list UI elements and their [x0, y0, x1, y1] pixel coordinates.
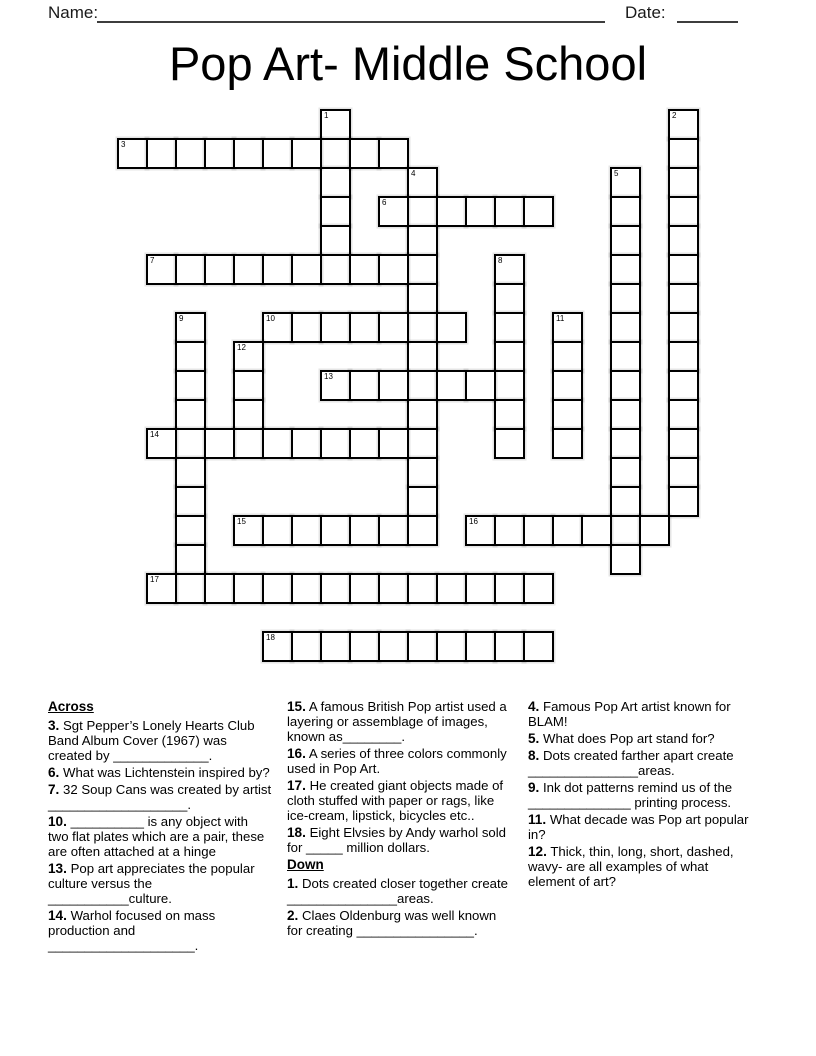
clue-number: 14.: [48, 908, 67, 923]
crossword-cell[interactable]: [407, 515, 438, 546]
name-input-line[interactable]: [97, 21, 605, 23]
clue-down-12: [528, 844, 758, 889]
crossword-cell[interactable]: [552, 370, 583, 401]
crossword-cell[interactable]: [320, 138, 351, 169]
cell-number: 9: [179, 314, 184, 323]
crossword-cell[interactable]: [668, 196, 699, 227]
crossword-cell[interactable]: [175, 138, 206, 169]
crossword-cell[interactable]: [204, 138, 235, 169]
clue-text: Dots created closer together create _______________areas.: [287, 876, 508, 906]
crossword-cell[interactable]: [291, 515, 322, 546]
crossword-cell[interactable]: [494, 631, 525, 662]
crossword-cell[interactable]: [494, 370, 525, 401]
clue-number: 7.: [48, 782, 60, 797]
crossword-cell[interactable]: [349, 428, 380, 459]
crossword-cell[interactable]: [378, 428, 409, 459]
date-input-line[interactable]: [677, 21, 738, 23]
cell-number: 5: [614, 169, 619, 178]
crossword-cell[interactable]: [494, 283, 525, 314]
clue-text: Ink dot patterns remind us of the ______________ printing process.: [528, 780, 733, 810]
cell-number: 8: [498, 256, 503, 265]
crossword-cell[interactable]: [146, 138, 177, 169]
cell-number: 4: [411, 169, 416, 178]
crossword-cell[interactable]: [436, 312, 467, 343]
crossword-cell[interactable]: [233, 573, 264, 604]
crossword-cell[interactable]: [407, 167, 438, 198]
clue-text: What was Lichtenstein inspired by?: [59, 765, 270, 780]
crossword-cell[interactable]: [262, 312, 293, 343]
clue-down-1: [287, 876, 511, 906]
cell-number: 7: [150, 256, 155, 265]
crossword-cell[interactable]: [204, 573, 235, 604]
clue-number: 9.: [528, 780, 540, 795]
clue-down-11: [528, 812, 758, 842]
crossword-cell[interactable]: [610, 457, 641, 488]
crossword-cell[interactable]: [320, 109, 351, 140]
crossword-cell[interactable]: [610, 341, 641, 372]
crossword-cell[interactable]: [523, 573, 554, 604]
crossword-cell[interactable]: [407, 631, 438, 662]
crossword-cell[interactable]: [668, 428, 699, 459]
clue-across-16: [287, 746, 511, 776]
clue-across-6: [48, 765, 272, 780]
crossword-cell[interactable]: [146, 254, 177, 285]
crossword-cell[interactable]: [610, 399, 641, 430]
crossword-cell[interactable]: [146, 573, 177, 604]
clue-down-9: [528, 780, 758, 810]
crossword-cell[interactable]: [349, 515, 380, 546]
date-label: Date:: [625, 3, 666, 22]
crossword-cell[interactable]: [146, 428, 177, 459]
crossword-cell[interactable]: [320, 225, 351, 256]
clue-across-14: [48, 908, 272, 953]
clue-across-18: [287, 825, 511, 855]
clue-across-10: [48, 814, 272, 859]
crossword-cell[interactable]: [233, 138, 264, 169]
crossword-cell[interactable]: [320, 428, 351, 459]
clue-text: 32 Soup Cans was created by artist ___________________.: [48, 782, 272, 812]
crossword-cell[interactable]: [610, 167, 641, 198]
crossword-cell[interactable]: [378, 138, 409, 169]
clue-number: 17.: [287, 778, 306, 793]
crossword-cell[interactable]: [175, 457, 206, 488]
crossword-cell[interactable]: [378, 254, 409, 285]
crossword-cell[interactable]: [262, 428, 293, 459]
crossword-cell[interactable]: [291, 573, 322, 604]
crossword-cell[interactable]: [407, 225, 438, 256]
cell-number: 16: [469, 517, 478, 526]
cell-number: 3: [121, 140, 126, 149]
crossword-cell[interactable]: [523, 515, 554, 546]
clue-text: Claes Oldenburg was well known for creating ________________.: [287, 908, 497, 938]
cell-number: 13: [324, 372, 333, 381]
cell-number: 1: [324, 111, 329, 120]
crossword-cell[interactable]: [494, 196, 525, 227]
clue-down-2: [287, 908, 511, 938]
crossword-cell[interactable]: [610, 370, 641, 401]
crossword-cell[interactable]: [465, 196, 496, 227]
crossword-cell[interactable]: [262, 573, 293, 604]
crossword-cell[interactable]: [465, 573, 496, 604]
clue-across-13: [48, 861, 272, 906]
clue-number: 8.: [528, 748, 540, 763]
clues-column-3: [528, 699, 758, 891]
crossword-cell[interactable]: [552, 341, 583, 372]
clue-text: A famous British Pop artist used a layering or assemblage of images, known as________.: [287, 699, 507, 744]
cell-number: 18: [266, 633, 275, 642]
crossword-cell[interactable]: [668, 399, 699, 430]
clues-column-2: [287, 699, 511, 940]
crossword-cell[interactable]: [523, 631, 554, 662]
crossword-cell[interactable]: [233, 254, 264, 285]
clue-number: 5.: [528, 731, 540, 746]
clue-text: What decade was Pop art popular in?: [528, 812, 749, 842]
cell-number: 12: [237, 343, 246, 352]
crossword-cell[interactable]: [262, 138, 293, 169]
crossword-cell[interactable]: [378, 370, 409, 401]
clue-number: 15.: [287, 699, 306, 714]
crossword-cell[interactable]: [610, 544, 641, 575]
crossword-cell[interactable]: [668, 341, 699, 372]
clue-text: Thick, thin, long, short, dashed, wavy- are all examples of what element of art?: [528, 844, 734, 889]
crossword-cell[interactable]: [494, 341, 525, 372]
crossword-cell[interactable]: [610, 515, 641, 546]
clue-across-15: [287, 699, 511, 744]
crossword-cell[interactable]: [262, 631, 293, 662]
crossword-cell[interactable]: [552, 312, 583, 343]
crossword-cell[interactable]: [465, 631, 496, 662]
crossword-cell[interactable]: [436, 573, 467, 604]
crossword-cell[interactable]: [494, 312, 525, 343]
crossword-cell[interactable]: [494, 515, 525, 546]
crossword-cell[interactable]: [552, 515, 583, 546]
crossword-cell[interactable]: [407, 312, 438, 343]
crossword-cell[interactable]: [320, 573, 351, 604]
cell-number: 2: [672, 111, 677, 120]
crossword-cell[interactable]: [668, 225, 699, 256]
cell-number: 10: [266, 314, 275, 323]
crossword-cell[interactable]: [175, 254, 206, 285]
crossword-cell[interactable]: [668, 138, 699, 169]
crossword-cell[interactable]: [610, 283, 641, 314]
crossword-cell[interactable]: [610, 225, 641, 256]
crossword-cell[interactable]: [407, 370, 438, 401]
clue-text: Eight Elvsies by Andy warhol sold for _____ million dollars.: [287, 825, 507, 855]
clue-text: Pop art appreciates the popular culture versus the ___________culture.: [48, 861, 255, 906]
crossword-cell[interactable]: [378, 631, 409, 662]
crossword-cell[interactable]: [175, 399, 206, 430]
crossword-cell[interactable]: [407, 254, 438, 285]
clue-down-4: [528, 699, 758, 729]
crossword-cell[interactable]: [349, 370, 380, 401]
crossword-cell[interactable]: [494, 573, 525, 604]
name-label: Name:: [48, 3, 99, 22]
crossword-cell[interactable]: [407, 428, 438, 459]
crossword-cell[interactable]: [349, 631, 380, 662]
crossword-cell[interactable]: [204, 254, 235, 285]
clue-across-17: [287, 778, 511, 823]
crossword-cell[interactable]: [117, 138, 148, 169]
crossword-cell[interactable]: [668, 254, 699, 285]
crossword-cell[interactable]: [436, 370, 467, 401]
cell-number: 17: [150, 575, 159, 584]
clue-number: 16.: [287, 746, 306, 761]
page-title: Pop Art- Middle School: [168, 37, 648, 90]
clue-down-8: [528, 748, 758, 778]
crossword-cell[interactable]: [291, 428, 322, 459]
across-header: Across: [48, 699, 94, 714]
crossword-cell[interactable]: [349, 312, 380, 343]
crossword-cell[interactable]: [668, 283, 699, 314]
clue-text: A series of three colors commonly used in Pop Art.: [287, 746, 507, 776]
clue-number: 3.: [48, 718, 60, 733]
crossword-cell[interactable]: [320, 515, 351, 546]
crossword-cell[interactable]: [668, 167, 699, 198]
clues-column-1: [48, 699, 272, 955]
crossword-cell[interactable]: [233, 428, 264, 459]
crossword-cell[interactable]: [320, 254, 351, 285]
clue-text: Sgt Pepper’s Lonely Hearts Club Band Album Cover (1967) was created by _____________.: [48, 718, 255, 763]
crossword-cell[interactable]: [262, 254, 293, 285]
crossword-cell[interactable]: [407, 341, 438, 372]
crossword-cell[interactable]: [668, 457, 699, 488]
crossword-cell[interactable]: [668, 370, 699, 401]
crossword-cell[interactable]: [378, 196, 409, 227]
crossword-cell[interactable]: [494, 399, 525, 430]
clue-number: 2.: [287, 908, 299, 923]
crossword-cell[interactable]: [378, 515, 409, 546]
crossword-cell[interactable]: [175, 573, 206, 604]
crossword-cell[interactable]: [610, 254, 641, 285]
clue-across-7: [48, 782, 272, 812]
crossword-cell[interactable]: [581, 515, 612, 546]
crossword-cell[interactable]: [291, 631, 322, 662]
crossword-cell[interactable]: [436, 631, 467, 662]
crossword-cell[interactable]: [610, 486, 641, 517]
crossword-cell[interactable]: [552, 428, 583, 459]
crossword-cell[interactable]: [349, 138, 380, 169]
crossword-cell[interactable]: [407, 486, 438, 517]
crossword-cell[interactable]: [320, 631, 351, 662]
crossword-cell[interactable]: [668, 109, 699, 140]
crossword-cell[interactable]: [233, 515, 264, 546]
crossword-cell[interactable]: [291, 312, 322, 343]
crossword-cell[interactable]: [552, 399, 583, 430]
crossword-cell[interactable]: [262, 515, 293, 546]
crossword-cell[interactable]: [407, 196, 438, 227]
crossword-cell[interactable]: [233, 399, 264, 430]
crossword-cell[interactable]: [349, 573, 380, 604]
crossword-cell[interactable]: [349, 254, 380, 285]
crossword-cell[interactable]: [175, 486, 206, 517]
crossword-cell[interactable]: [407, 457, 438, 488]
crossword-cell[interactable]: [378, 312, 409, 343]
cell-number: 11: [556, 314, 565, 323]
clue-number: 6.: [48, 765, 60, 780]
crossword-cell[interactable]: [494, 254, 525, 285]
crossword-cell[interactable]: [465, 515, 496, 546]
clue-number: 18.: [287, 825, 306, 840]
crossword-cell[interactable]: [436, 196, 467, 227]
clue-text: Famous Pop Art artist known for BLAM!: [528, 699, 731, 729]
crossword-cell[interactable]: [320, 370, 351, 401]
crossword-cell[interactable]: [320, 196, 351, 227]
crossword-cell[interactable]: [668, 486, 699, 517]
crossword-cell[interactable]: [610, 196, 641, 227]
clue-number: 11.: [528, 812, 547, 827]
crossword-cell[interactable]: [378, 573, 409, 604]
crossword-cell[interactable]: [233, 341, 264, 372]
crossword-cell[interactable]: [320, 167, 351, 198]
crossword-cell[interactable]: [175, 370, 206, 401]
crossword-cell[interactable]: [494, 428, 525, 459]
clue-number: 4.: [528, 699, 540, 714]
crossword-cell[interactable]: [639, 515, 670, 546]
crossword-cell[interactable]: [523, 196, 554, 227]
crossword-cell[interactable]: [175, 428, 206, 459]
clue-number: 12.: [528, 844, 547, 859]
cell-number: 14: [150, 430, 159, 439]
crossword-cell[interactable]: [175, 544, 206, 575]
clue-number: 10.: [48, 814, 67, 829]
crossword-cell[interactable]: [175, 312, 206, 343]
clue-across-3: [48, 718, 272, 763]
crossword-cell[interactable]: [175, 515, 206, 546]
crossword-cell[interactable]: [291, 138, 322, 169]
clue-number: 1.: [287, 876, 299, 891]
clue-text: __________ is any object with two flat plates which are a pair, these are often attached at a hinge: [48, 814, 265, 859]
cell-number: 15: [237, 517, 246, 526]
crossword-cell[interactable]: [320, 312, 351, 343]
clue-text: He created giant objects made of cloth stuffed with paper or rags, like ice-cream, lipstick, bicycles etc..: [287, 778, 504, 823]
crossword-cell[interactable]: [407, 573, 438, 604]
cell-number: 6: [382, 198, 387, 207]
clue-number: 13.: [48, 861, 67, 876]
crossword-cell[interactable]: [610, 428, 641, 459]
crossword-cell[interactable]: [407, 399, 438, 430]
crossword-cell[interactable]: [668, 312, 699, 343]
crossword-grid: [118, 110, 702, 665]
clue-down-5: [528, 731, 758, 746]
crossword-cell[interactable]: [465, 370, 496, 401]
clue-text: Warhol focused on mass production and ____________________.: [48, 908, 216, 953]
crossword-cell[interactable]: [291, 254, 322, 285]
clue-text: Dots created farther apart create _______________areas.: [528, 748, 734, 778]
crossword-cell[interactable]: [204, 428, 235, 459]
down-header: Down: [287, 857, 324, 872]
crossword-cell[interactable]: [610, 312, 641, 343]
crossword-cell[interactable]: [233, 370, 264, 401]
crossword-cell[interactable]: [175, 341, 206, 372]
crossword-cell[interactable]: [407, 283, 438, 314]
clue-text: What does Pop art stand for?: [539, 731, 715, 746]
